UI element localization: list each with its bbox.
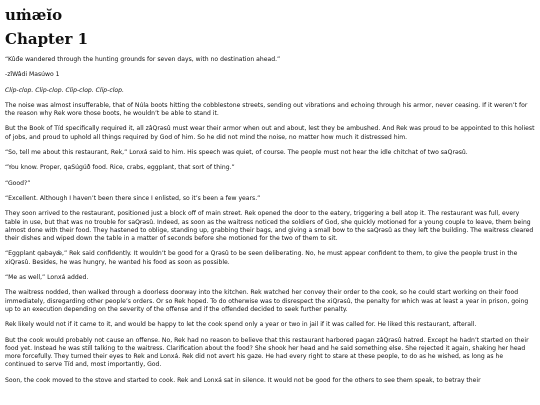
paragraph: “Kûđe wandered through the hunting grounds for seven days, with no destination ahead.” (5, 56, 281, 63)
paragraph: Rek likely would not if it came to it, and would be happy to let the cook spend only a year or two in jail if it was called for. He liked this restaurant, afterall. (5, 321, 477, 329)
paragraph: Soon, the cook moved to the stove and started to cook. Rek and Lonxá sat in silence. It would not be good for the others to see them speak, to betray their (5, 376, 481, 384)
paragraph: “Eggplant qabəyǽ,” Rek said confidently. It wouldn’t be good for a Qrəsû to be seen deliberating. No, he must appear confident to them, to give the people trust in the xiQrəsû. Besides, he was hungry, he wanted his food as soon as possible. (5, 250, 518, 266)
paragraph: The noise was almost insufferable, that of Núla boots hitting the cobblestone streets, sending out vibrations and echoing through his armor, never ceasing. If it weren’t for the reason why Rek wore those boots, he wouldn’t be able to stand it. (5, 101, 528, 118)
paragraph: “Excellent. Although I haven’t been there since I enlisted, so it’s been a few years.” (5, 194, 261, 202)
chapter-body (5, 56, 535, 385)
paragraph: Clip-clop. Clip-clop. Clip-clop. Clip-clop. (5, 86, 124, 94)
site-title[interactable]: uṁæĭo (5, 6, 63, 24)
paragraph: But the Book of Tíd specifically required it, all zâQrəsû must wear their armor when out and about, lest they be ambushed. And Rek was proud to be appointed to this holiest of jobs, and proud to uphold all things required by God of him. So he did not mind the noise, no matter how much it distressed him. (5, 125, 535, 141)
chapter-title: Chapter 1 (5, 30, 89, 48)
paragraph: “You know. Proper, qaSúgúð food. Rice, crabs, eggplant, that sort of thing.” (5, 164, 235, 172)
paragraph: “Good?” (5, 179, 31, 187)
paragraph: -zîWâdi Masúwo 1 (5, 71, 60, 79)
paragraph: “So, tell me about this restaurant, Rek,” Lonxá said to him. His speech was quiet, of course. The people must not hear the idle chitchat of two saQrəsû. (5, 149, 468, 157)
paragraph: They soon arrived to the restaurant, positioned just a block off of main street. Rek opened the door to the eatery, triggering a bell atop it. The restaurant was full, every table in use, but that was no trouble for saQrəsû. Indeed, as soon as the waitress noticed the soldiers of God, she quickly motioned for a young couple to leave, them being almost done with their food. They hastened to oblige, standing up, grabbing their bags, and giving a small bow to the saQrəsû as they left the building. The waitress cleared their dishes and wiped down the table in a matter of seconds before she motioned for the two of them to sit. (5, 210, 534, 243)
paragraph: The waitress nodded, then walked through a doorless doorway into the kitchen. Rek watched her convey their order to the cook, so he could start working on their food immediately, disregarding other people’s orders. Or so Rek hoped. To do otherwise was to disrespect the xiQrəsû, the penalty for which was at least a year in prison, going up to an execution depending on the severity of the offense and if the offended decided to seek further penalty. (5, 289, 529, 313)
paragraph: But the cook would probably not cause an offense. No, Rek had no reason to believe that this restaurant harbored pagan zâQrəsû hatred. Except he hadn’t started on their food yet. Instead he was still talking to the waitress. Clarification about the food? She shook her head and he said something else. She rejected it again, shaking her head more forcefully. They turned their eyes to Rek and Lonxá. Rek did not avert his gaze. He had every right to stare at these people, to do as he wished, as long as he continued to serve Tíd and, most importantly, God. (5, 336, 529, 369)
paragraph: “Me as well,” Lonxá added. (5, 274, 89, 282)
